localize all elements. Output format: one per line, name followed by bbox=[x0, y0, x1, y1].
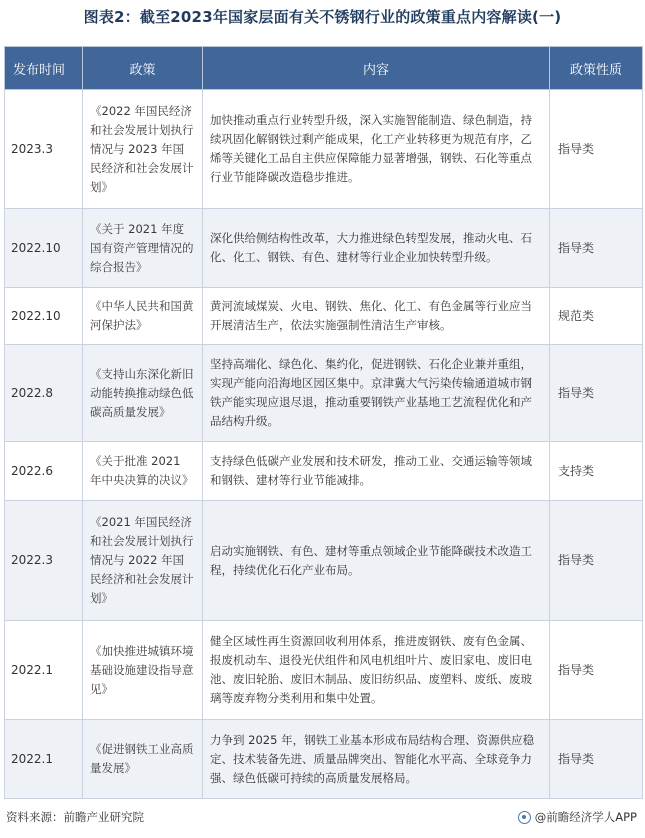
header-nature: 政策性质 bbox=[550, 47, 643, 90]
header-policy: 政策 bbox=[83, 47, 203, 90]
cell-date: 2023.3 bbox=[5, 90, 83, 209]
page-title: 图表2：截至2023年国家层面有关不锈钢行业的政策重点内容解读(一) bbox=[83, 8, 562, 26]
cell-policy: 《中华人民共和国黄河保护法》 bbox=[83, 288, 203, 345]
cell-date: 2022.10 bbox=[5, 288, 83, 345]
brand-credit bbox=[518, 809, 637, 825]
cell-content: 支持绿色低碳产业发展和技术研发，推动工业、交通运输等领域和钢铁、建材等行业节能减排。 bbox=[203, 442, 550, 501]
cell-nature: 指导类 bbox=[550, 209, 643, 288]
table-row bbox=[5, 345, 643, 442]
cell-date: 2022.10 bbox=[5, 209, 83, 288]
cell-nature: 指导类 bbox=[550, 720, 643, 799]
table-header-row bbox=[5, 47, 643, 90]
cell-date: 2022.1 bbox=[5, 720, 83, 799]
table-row bbox=[5, 90, 643, 209]
cell-content: 力争到 2025 年，钢铁工业基本形成布局结构合理、资源供应稳定、技术装备先进、质量品牌突出、智能化水平高、全球竞争力强、绿色低碳可持续的高质量发展格局。 bbox=[203, 720, 550, 799]
cell-policy: 《促进钢铁工业高质量发展》 bbox=[83, 720, 203, 799]
cell-content: 加快推动重点行业转型升级，深入实施智能制造、绿色制造，持续巩固化解钢铁过剩产能成果，化工产业转移更为规范有序，乙烯等关键化工品自主供应保障能力显著增强，钢铁、石化等重点行业节能降碳改造稳步推进。 bbox=[203, 90, 550, 209]
header-date: 发布时间 bbox=[5, 47, 83, 90]
table-row bbox=[5, 501, 643, 621]
cell-date: 2022.6 bbox=[5, 442, 83, 501]
table-row bbox=[5, 720, 643, 799]
policy-table bbox=[4, 46, 643, 799]
cell-date: 2022.1 bbox=[5, 621, 83, 720]
source-note: 资料来源：前瞻产业研究院 bbox=[6, 810, 144, 824]
cell-policy: 《加快推进城镇环境基础设施建设指导意见》 bbox=[83, 621, 203, 720]
cell-content: 黄河流域煤炭、火电、钢铁、焦化、化工、有色金属等行业应当开展清洁生产，依法实施强制性清洁生产审核。 bbox=[203, 288, 550, 345]
header-content: 内容 bbox=[203, 47, 550, 90]
brand-credit-label: @前瞻经济学人APP bbox=[534, 810, 637, 824]
qianzhan-logo-icon bbox=[518, 811, 531, 824]
cell-policy: 《2021 年国民经济和社会发展计划执行情况与 2022 年国民经济和社会发展计划》 bbox=[83, 501, 203, 621]
cell-policy: 《支持山东深化新旧动能转换推动绿色低碳高质量发展》 bbox=[83, 345, 203, 442]
cell-policy: 《关于批准 2021 年中央决算的决议》 bbox=[83, 442, 203, 501]
cell-content: 启动实施钢铁、有色、建材等重点领域企业节能降碳技术改造工程，持续优化石化产业布局。 bbox=[203, 501, 550, 621]
cell-nature: 支持类 bbox=[550, 442, 643, 501]
cell-nature: 规范类 bbox=[550, 288, 643, 345]
cell-content: 深化供给侧结构性改革，大力推进绿色转型发展，推动火电、石化、化工、钢铁、有色、建材等行业企业加快转型升级。 bbox=[203, 209, 550, 288]
cell-content: 健全区域性再生资源回收利用体系，推进废钢铁、废有色金属、报废机动车、退役光伏组件和风电机组叶片、废旧家电、废旧电池、废旧轮胎、废旧木制品、废旧纺织品、废塑料、废纸、废玻璃等废弃物分类利用和集中处置。 bbox=[203, 621, 550, 720]
cell-nature: 指导类 bbox=[550, 621, 643, 720]
table-row bbox=[5, 442, 643, 501]
cell-date: 2022.8 bbox=[5, 345, 83, 442]
table-row bbox=[5, 621, 643, 720]
table-row bbox=[5, 209, 643, 288]
cell-nature: 指导类 bbox=[550, 345, 643, 442]
cell-nature: 指导类 bbox=[550, 501, 643, 621]
cell-policy: 《关于 2021 年度国有资产管理情况的综合报告》 bbox=[83, 209, 203, 288]
cell-content: 坚持高端化、绿色化、集约化，促进钢铁、石化企业兼并重组，实现产能向沿海地区园区集中。京津冀大气污染传输通道城市钢铁产能实现应退尽退，推动重要钢铁产业基地工艺流程优化和产品结构升级。 bbox=[203, 345, 550, 442]
table-row bbox=[5, 288, 643, 345]
cell-policy: 《2022 年国民经济和社会发展计划执行情况与 2023 年国民经济和社会发展计划》 bbox=[83, 90, 203, 209]
cell-nature: 指导类 bbox=[550, 90, 643, 209]
cell-date: 2022.3 bbox=[5, 501, 83, 621]
